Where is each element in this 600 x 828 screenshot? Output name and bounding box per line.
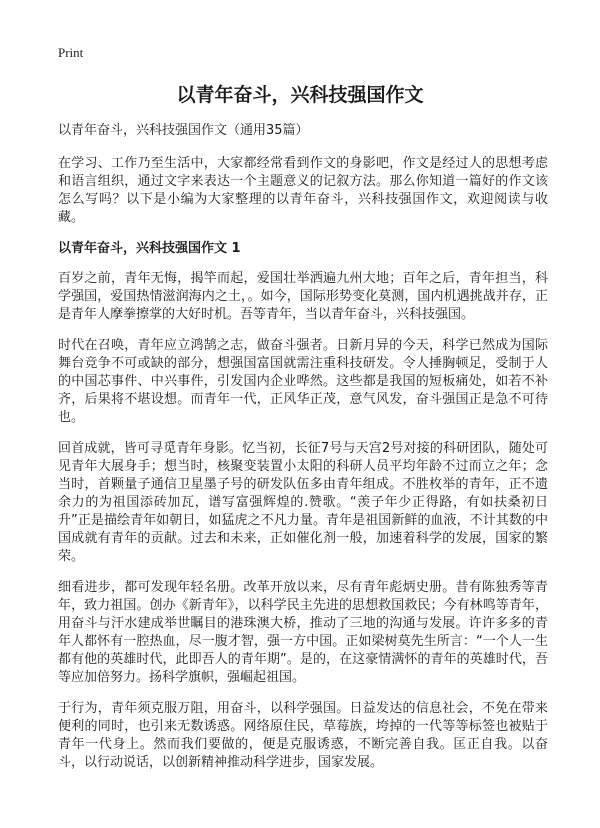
article-body <box>58 122 548 785</box>
print-link[interactable]: Print <box>58 45 84 60</box>
essay-paragraph: 百岁之前，青年无悔，揭竿而起，爱国壮举洒遍九州大地；百年之后，青年担当，科学强国，爱国热情滋润海内之土，。如今，国际形势变化莫测，国内机遇挑战并存，正是青年人摩拳擦掌的大好时机。吾等青年，当以青年奋斗，兴科技强国。 <box>58 271 548 322</box>
essay-paragraph: 回首成就，皆可寻觅青年身影。忆当初，长征7号与天宫2号对接的科研团队，随处可见青年大展身手；想当时，核聚变装置小太阳的科研人员平均年龄不过而立之年；念当时，首颗量子通信卫星墨子号的研发队伍多由青年组成。不胜枚举的青年，正不遗余力的为祖国添砖加瓦，谱写富强辉煌的.赞歌。“羡子年少正得路，有如扶桑初日升”正是描绘青年如朝日，如猛虎之不凡力量。青年是祖国新鲜的血液，不计其数的中国成就有青年的贡献。过去和未来，正如催化剂一般，加速着科学的发展，国家的繁荣。 <box>58 441 548 564</box>
intro-paragraph: 在学习、工作乃至生活中，大家都经常看到作文的身影吧，作文是经过人的思想考虑和语言组织，通过文字来表达一个主题意义的记叙方法。那么你知道一篇好的作文该怎么写吗？以下是小编为大家整理的以青年奋斗，兴科技强国作文，欢迎阅读与收藏。 <box>58 156 548 225</box>
article-subtitle: 以青年奋斗，兴科技强国作文（通用35篇） <box>58 123 309 138</box>
page-title: 以青年奋斗，兴科技强国作文 <box>176 84 424 106</box>
section-heading: 以青年奋斗，兴科技强国作文 1 <box>58 241 241 256</box>
essay-paragraph: 细看进步，都可发现年轻名册。改革开放以来，尽有青年彪炳史册。昔有陈独秀等青年，致力祖国。创办《新青年》，以科学民主先进的思想救国救民；今有林鸣等青年，用奋斗与汗水建成举世瞩目的港珠澳大桥，推动了三地的沟通与发展。许许多多的青年人都怀有一腔热血，尽一腹才智，强一方中国。正如梁树莫先生所言：“一个人一生都有他的英雄时代，此即吾人的青年期”。是的，在这豪情满怀的青年的英雄时代，吾等应加倍努力。扬科学旗帜，强崛起祖国。 <box>58 580 548 685</box>
essay-paragraph: 时代在召唤，青年应立鸿鹄之志，做奋斗强者。日新月异的今天，科学已然成为国际舞台竞争不可或缺的部分，想强国富国就需注重科技研发。令人捶胸顿足，受制于人的中国芯事件、中兴事件，引发国内企业哗然。这些都是我国的短板痛处，如若不补齐，后果将不堪设想。而青年一代，正风华正茂，意气风发，奋斗强国正是急不可待也。 <box>58 338 548 425</box>
essay-paragraph: 于行为，青年须克服万阻，用奋斗，以科学强国。日益发达的信息社会，不免在带来便利的同时，也引来无数诱惑。网络原住民，草莓族，垮掉的一代等等标签也被贴于青年一代身上。然而我们要做的，便是克服诱惑，不断完善自我。匡正自我。以奋斗，以行动说话，以创新精神推动科学进步，国家发展。 <box>58 701 548 770</box>
